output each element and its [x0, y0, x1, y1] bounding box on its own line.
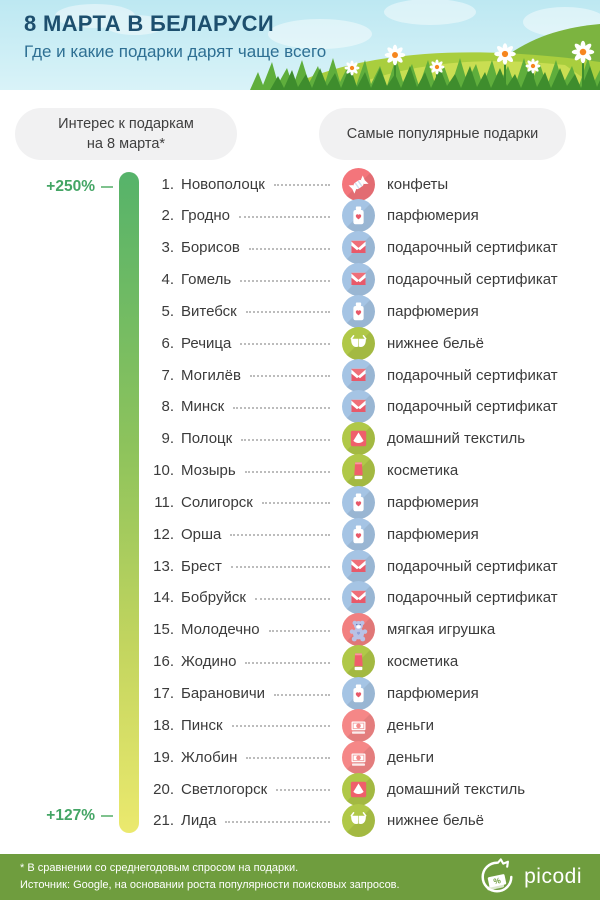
list-item: [148, 777, 595, 801]
rank-number: 8.: [161, 398, 174, 416]
gift-name: мягкая игрушка: [387, 621, 496, 639]
city-name: Минск: [181, 398, 225, 416]
gift-certificate-icon: [342, 359, 375, 392]
dotted-leader: [225, 821, 330, 823]
gifts-column-label: [319, 108, 566, 160]
perfume-icon: [342, 199, 375, 232]
gift-certificate-icon: [342, 581, 375, 614]
gift-name: подарочный сертификат: [387, 239, 558, 257]
city-name: Полоцк: [181, 430, 233, 448]
dotted-leader: [262, 502, 330, 504]
list-item: [148, 172, 595, 196]
rank-number: 16.: [153, 653, 174, 671]
gift-certificate-icon: [342, 390, 375, 423]
money-icon: [342, 709, 375, 742]
lingerie-icon: [342, 804, 375, 837]
list-item: [148, 682, 595, 706]
list-item: [148, 204, 595, 228]
gift-name: домашний текстиль: [387, 430, 526, 448]
scale-bottom-label: [0, 807, 113, 825]
dotted-leader: [239, 216, 330, 218]
dotted-leader: [246, 757, 330, 759]
footnote-line2: Источник: Google, на основании роста популярности поисковых запросов.: [20, 879, 400, 891]
home-textile-icon: [342, 422, 375, 455]
list-item: [148, 554, 595, 578]
rank-number: 15.: [153, 621, 174, 639]
gift-name: деньги: [387, 716, 435, 734]
dotted-leader: [269, 630, 330, 632]
dotted-leader: [250, 375, 330, 377]
lingerie-icon: [342, 327, 375, 360]
list-item: [148, 331, 595, 355]
gift-certificate-icon: [342, 263, 375, 296]
rank-number: 14.: [153, 589, 174, 607]
dotted-leader: [233, 407, 330, 409]
footnote-line1: * В сравнении со среднегодовым спросом на подарки.: [20, 861, 299, 874]
list-item: [148, 268, 595, 292]
dotted-leader: [255, 598, 330, 600]
rank-number: 9.: [161, 430, 174, 448]
footnotes: [20, 860, 400, 894]
gift-certificate-icon: [342, 231, 375, 264]
city-name: Речица: [181, 334, 232, 352]
scale-top-value: +250%: [46, 178, 95, 195]
rank-number: 21.: [153, 812, 174, 830]
gift-name: косметика: [387, 462, 459, 480]
city-name: Гродно: [181, 207, 231, 225]
gift-name: нижнее бельё: [387, 334, 485, 352]
rank-number: 6.: [161, 334, 174, 352]
gift-name: домашний текстиль: [387, 780, 526, 798]
dotted-leader: [245, 471, 330, 473]
page-title: 8 МАРТА В БЕЛАРУСИ: [24, 11, 274, 36]
interest-column-label: [15, 108, 237, 160]
rank-number: 17.: [153, 685, 174, 702]
list-item: [148, 236, 595, 260]
footer-bar: [0, 854, 600, 900]
list-item: [148, 650, 595, 674]
money-icon: [342, 741, 375, 774]
perfume-icon: [342, 295, 375, 328]
city-name: Пинск: [181, 716, 223, 734]
city-name: Борисов: [181, 239, 240, 257]
scale-top-label: [0, 178, 113, 196]
rank-number: 10.: [153, 462, 174, 480]
gift-name: подарочный сертификат: [387, 557, 558, 575]
list-item: [148, 459, 595, 483]
list-item: [148, 363, 595, 387]
gift-name: парфюмерия: [387, 302, 479, 320]
gift-name: парфюмерия: [387, 525, 479, 543]
rank-number: 5.: [161, 302, 174, 320]
page-subtitle: Где и какие подарки дарят чаще всего: [24, 42, 327, 61]
cosmetics-icon: [342, 454, 375, 487]
brand-logo: [477, 857, 582, 897]
interest-label-line2: на 8 марта*: [86, 136, 166, 152]
city-name: Гомель: [181, 271, 232, 289]
city-name: Могилёв: [181, 366, 241, 384]
list-item: [148, 522, 595, 546]
city-name: Лида: [181, 812, 217, 830]
dotted-leader: [241, 439, 330, 441]
header-titles: [24, 11, 326, 62]
gifts-label-text: Самые популярные подарки: [346, 125, 539, 142]
rank-number: 1.: [161, 175, 174, 193]
dotted-leader: [249, 248, 330, 250]
dotted-leader: [274, 184, 330, 186]
city-name: Жлобин: [181, 748, 238, 766]
list-item: [148, 713, 595, 737]
list-item: [148, 395, 595, 419]
city-name: Бобруйск: [181, 589, 246, 607]
gift-name: нижнее бельё: [387, 812, 485, 830]
candy-icon: [342, 168, 375, 201]
gift-name: конфеты: [387, 175, 449, 193]
dotted-leader: [246, 311, 330, 313]
list-item: [148, 490, 595, 514]
city-name: Витебск: [181, 302, 237, 320]
rank-number: 13.: [153, 557, 174, 575]
dotted-leader: [274, 694, 330, 696]
dotted-leader: [232, 725, 330, 727]
list-item: [148, 618, 595, 642]
list-item: [148, 809, 595, 833]
list-item: [148, 299, 595, 323]
gift-name: парфюмерия: [387, 685, 479, 702]
home-textile-icon: [342, 773, 375, 806]
cosmetics-icon: [342, 645, 375, 678]
gift-name: подарочный сертификат: [387, 366, 558, 384]
rank-number: 20.: [153, 780, 174, 798]
brand-name: picodi: [524, 865, 582, 888]
rank-number: 3.: [161, 239, 174, 257]
rank-number: 4.: [161, 271, 174, 289]
city-name: Светлогорск: [181, 780, 268, 798]
gift-name: подарочный сертификат: [387, 398, 558, 416]
scale-top-tick: [101, 186, 113, 188]
scale-bottom-value: +127%: [46, 807, 95, 824]
city-name: Мозырь: [181, 462, 236, 480]
gift-name: парфюмерия: [387, 493, 479, 511]
rank-number: 19.: [153, 748, 174, 766]
city-name: Жодино: [181, 653, 237, 671]
list-item: [148, 745, 595, 769]
dotted-leader: [231, 566, 330, 568]
interest-gradient-bar: [119, 172, 139, 833]
city-name: Барановичи: [181, 685, 266, 702]
gift-name: подарочный сертификат: [387, 271, 558, 289]
rank-number: 7.: [161, 366, 174, 384]
dotted-leader: [240, 280, 330, 282]
gift-name: деньги: [387, 748, 435, 766]
city-ranking-list: [148, 172, 595, 833]
svg-text:%: %: [492, 876, 502, 887]
rank-number: 11.: [154, 493, 174, 511]
gift-name: парфюмерия: [387, 207, 479, 225]
perfume-icon: [342, 518, 375, 551]
city-name: Брест: [181, 557, 222, 575]
dotted-leader: [276, 789, 330, 791]
city-name: Новополоцк: [181, 175, 265, 193]
perfume-icon: [342, 677, 375, 710]
header-banner: [0, 0, 600, 90]
rank-number: 2.: [161, 207, 174, 225]
rank-number: 12.: [153, 525, 174, 543]
plush-toy-icon: [342, 613, 375, 646]
city-name: Солигорск: [181, 493, 253, 511]
gift-certificate-icon: [342, 550, 375, 583]
interest-label-line1: Интерес к подаркам: [58, 115, 194, 132]
rank-number: 18.: [153, 716, 174, 734]
picodi-mascot-icon: [477, 857, 517, 897]
dotted-leader: [240, 343, 330, 345]
gift-name: косметика: [387, 653, 459, 671]
scale-bottom-tick: [101, 815, 113, 817]
city-name: Орша: [181, 525, 222, 543]
dotted-leader: [230, 534, 330, 536]
list-item: [148, 586, 595, 610]
perfume-icon: [342, 486, 375, 519]
dotted-leader: [245, 662, 330, 664]
list-item: [148, 427, 595, 451]
city-name: Молодечно: [181, 621, 260, 639]
gift-name: подарочный сертификат: [387, 589, 558, 607]
